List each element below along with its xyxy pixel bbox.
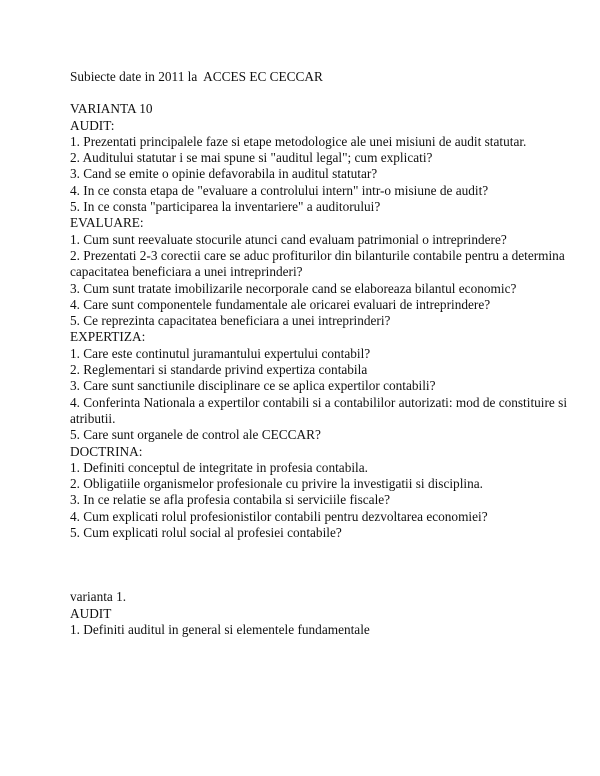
question-item: 1. Cum sunt reevaluate stocurile atunci cand evaluam patrimonial o intreprindere? bbox=[70, 231, 507, 247]
question-item: 4. In ce consta etapa de "evaluare a controlului intern" intr-o misiune de audit? bbox=[70, 182, 489, 198]
document-body bbox=[70, 69, 570, 638]
question-item: 4. Cum explicati rolul profesionistilor contabili pentru dezvoltarea economiei? bbox=[70, 508, 488, 524]
section-audit-heading: AUDIT: bbox=[70, 117, 115, 133]
variant-1-heading: varianta 1. bbox=[70, 589, 127, 605]
question-item: 3. Cand se emite o opinie defavorabila in auditul statutar? bbox=[70, 166, 378, 182]
question-item: 2. Reglementari si standarde privind expertiza contabila bbox=[70, 362, 368, 378]
question-item: 3. Cum sunt tratate imobilizarile necorporale cand se elaboreaza bilantul economic? bbox=[70, 280, 517, 296]
section-audit-heading-v1: AUDIT bbox=[70, 605, 112, 621]
variant-10-heading: VARIANTA 10 bbox=[70, 101, 153, 117]
document-title: Subiecte date in 2011 la ACCES EC CECCAR bbox=[70, 69, 323, 84]
question-item: 5. Ce reprezinta capacitatea beneficiara a unei intreprinderi? bbox=[70, 313, 391, 329]
question-item: 2. Prezentati 2-3 corectii care se aduc profiturilor din bilanturile contabile pentru a determina capacitatea beneficiara a unei intreprinderi? bbox=[70, 247, 569, 280]
question-item: 1. Prezentati principalele faze si etape metodologice ale unei misiuni de audit statutar. bbox=[70, 133, 527, 149]
question-item: 1. Definiti conceptul de integritate in profesia contabila. bbox=[70, 459, 368, 475]
question-item: 3. Care sunt sanctiunile disciplinare ce se aplica expertilor contabili? bbox=[70, 378, 436, 394]
question-item: 5. Care sunt organele de control ale CECCAR? bbox=[70, 427, 321, 443]
question-item: 2. Obligatiile organismelor profesionale cu privire la investigatii si disciplina. bbox=[70, 476, 483, 492]
question-item: 1. Definiti auditul in general si elementele fundamentale bbox=[70, 621, 370, 637]
section-doctrina-heading: DOCTRINA: bbox=[70, 443, 143, 459]
section-evaluare-heading: EVALUARE: bbox=[70, 215, 144, 231]
question-item: 4. Care sunt componentele fundamentale ale oricarei evaluari de intreprindere? bbox=[70, 296, 491, 312]
question-item: 5. Cum explicati rolul social al profesiei contabile? bbox=[70, 525, 342, 541]
question-item: 2. Auditului statutar i se mai spune si "auditul legal"; cum explicati? bbox=[70, 150, 433, 166]
question-item: 3. In ce relatie se afla profesia contabila si serviciile fiscale? bbox=[70, 492, 391, 508]
question-item: 1. Care este continutul juramantului expertului contabil? bbox=[70, 345, 371, 361]
question-item: 5. In ce consta "participarea la inventariere" a auditorului? bbox=[70, 199, 381, 215]
section-expertiza-heading: EXPERTIZA: bbox=[70, 329, 146, 345]
question-item: 4. Conferinta Nationala a expertilor contabili si a contabililor autorizati: mod de constituire si atributii. bbox=[70, 394, 571, 426]
